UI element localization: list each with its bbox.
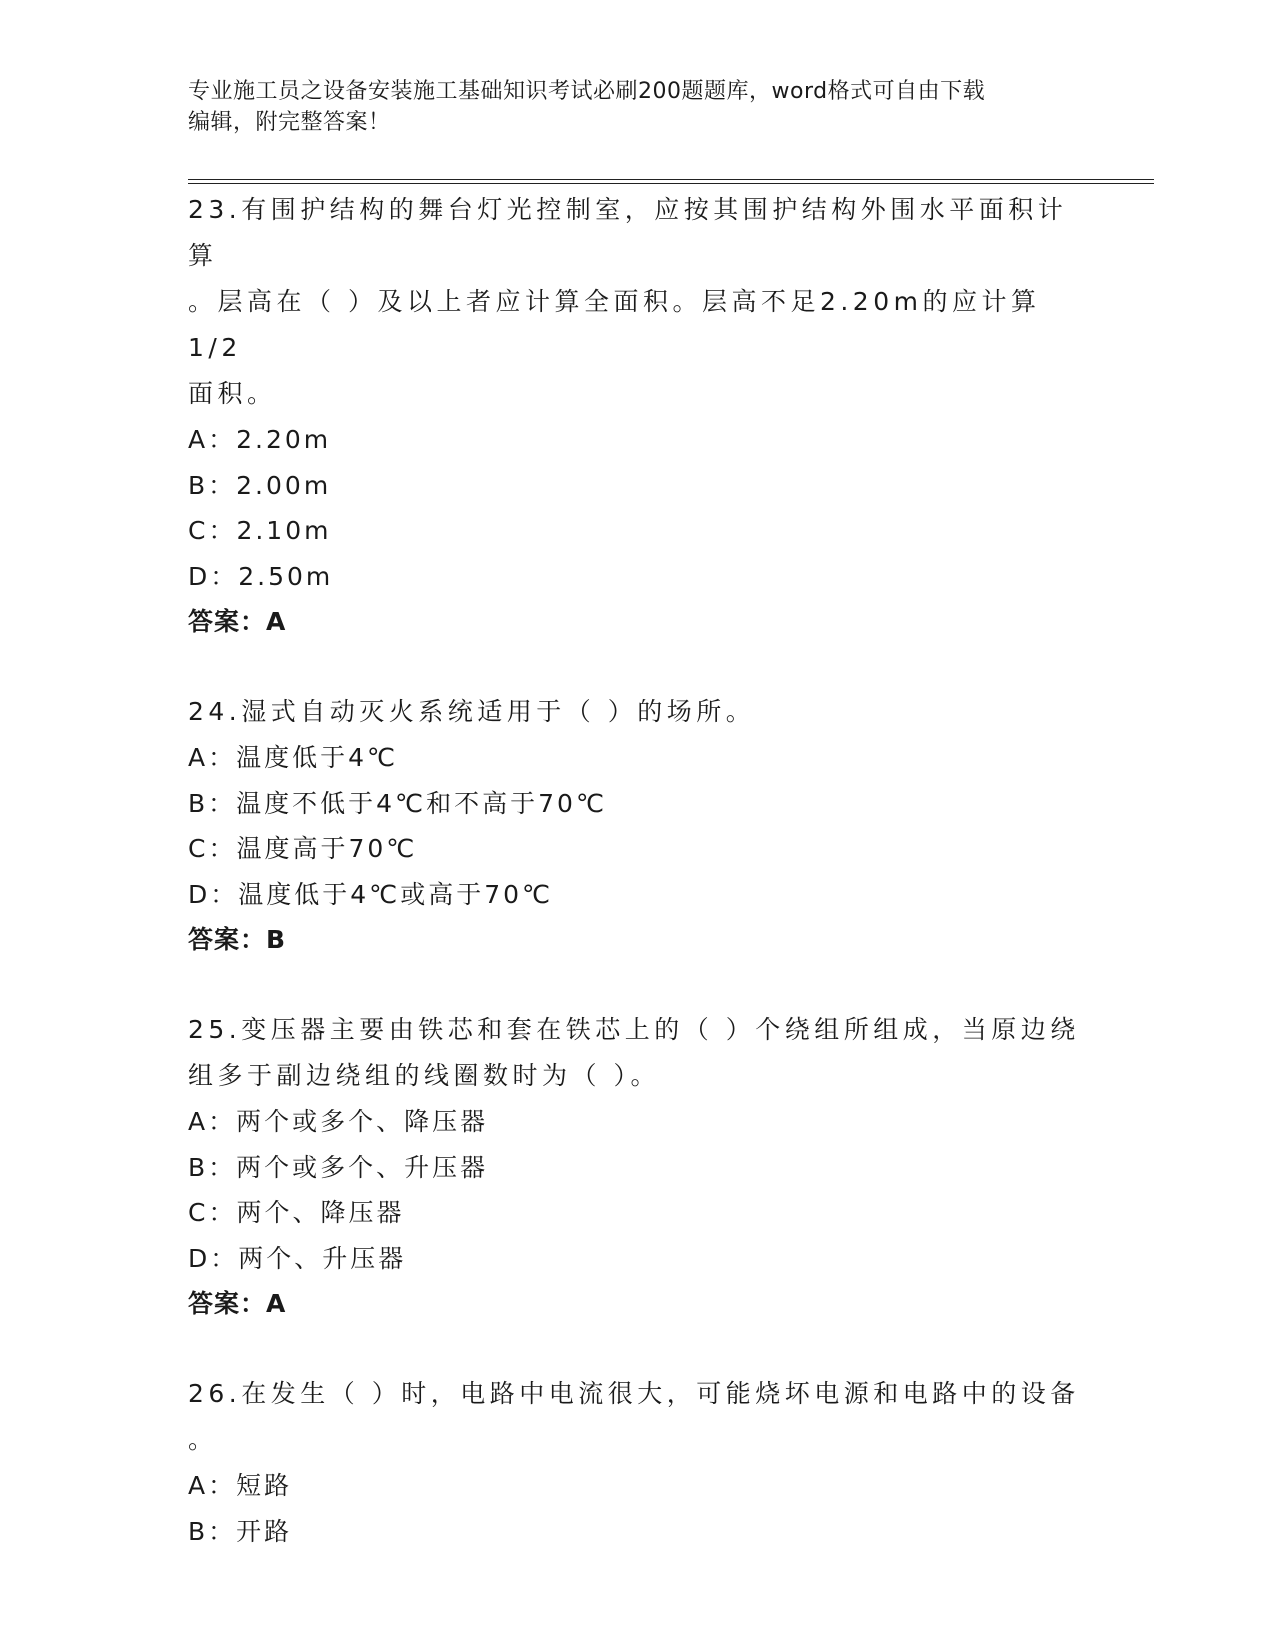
option-a: A：短路 [188,1471,293,1500]
option-d: D：两个、升压器 [188,1243,407,1273]
answer-label: 答案：A [188,607,287,636]
option-a: A：2.20m [188,425,332,454]
question-24 [188,689,1088,963]
answer-label: 答案：A [188,1289,287,1318]
question-text-line: 面积。 [188,379,277,408]
question-text-line: 25.变压器主要由铁芯和套在铁芯上的（ ）个绕组所组成，当原边绕 [188,1015,1080,1044]
question-text-line: 23.有围护结构的舞台灯光控制室，应按其围护结构外围水平面积计算 [188,195,1068,270]
option-d: D：2.50m [188,561,334,591]
question-text-line: 组多于副边绕组的线圈数时为（ ）。 [188,1061,660,1090]
option-b: B：2.00m [188,470,332,500]
answer-label: 答案：B [188,925,287,954]
question-text-line: 。层高在（ ）及以上者应计算全面积。层高不足2.20m的应计算1/2 [188,287,1041,362]
option-b: B：开路 [188,1516,293,1546]
option-a: A：两个或多个、降压器 [188,1107,489,1136]
option-b: B：温度不低于4℃和不高于70℃ [188,788,608,818]
option-c: C：2.10m [188,516,332,545]
question-26 [188,1371,1088,1554]
option-d: D：温度低于4℃或高于70℃ [188,879,554,909]
document-header [188,76,1068,138]
question-text-line: 24.湿式自动灭火系统适用于（ ）的场所。 [188,697,756,726]
question-text-line: 26.在发生（ ）时，电路中电流很大，可能烧坏电源和电路中的设备 [188,1379,1080,1408]
header-divider [188,179,1154,184]
question-list [188,187,1088,1598]
option-b: B：两个或多个、升压器 [188,1152,489,1182]
question-23 [188,187,1088,645]
question-text-line: 。 [188,1425,218,1454]
header-line-1: 专业施工员之设备安装施工基础知识考试必刷200题题库，word格式可自由下载 [188,79,986,104]
option-c: C：两个、降压器 [188,1198,405,1227]
header-line-2: 编辑，附完整答案！ [188,110,391,135]
option-a: A：温度低于4℃ [188,743,399,772]
option-c: C：温度高于70℃ [188,834,418,863]
question-25 [188,1007,1088,1327]
